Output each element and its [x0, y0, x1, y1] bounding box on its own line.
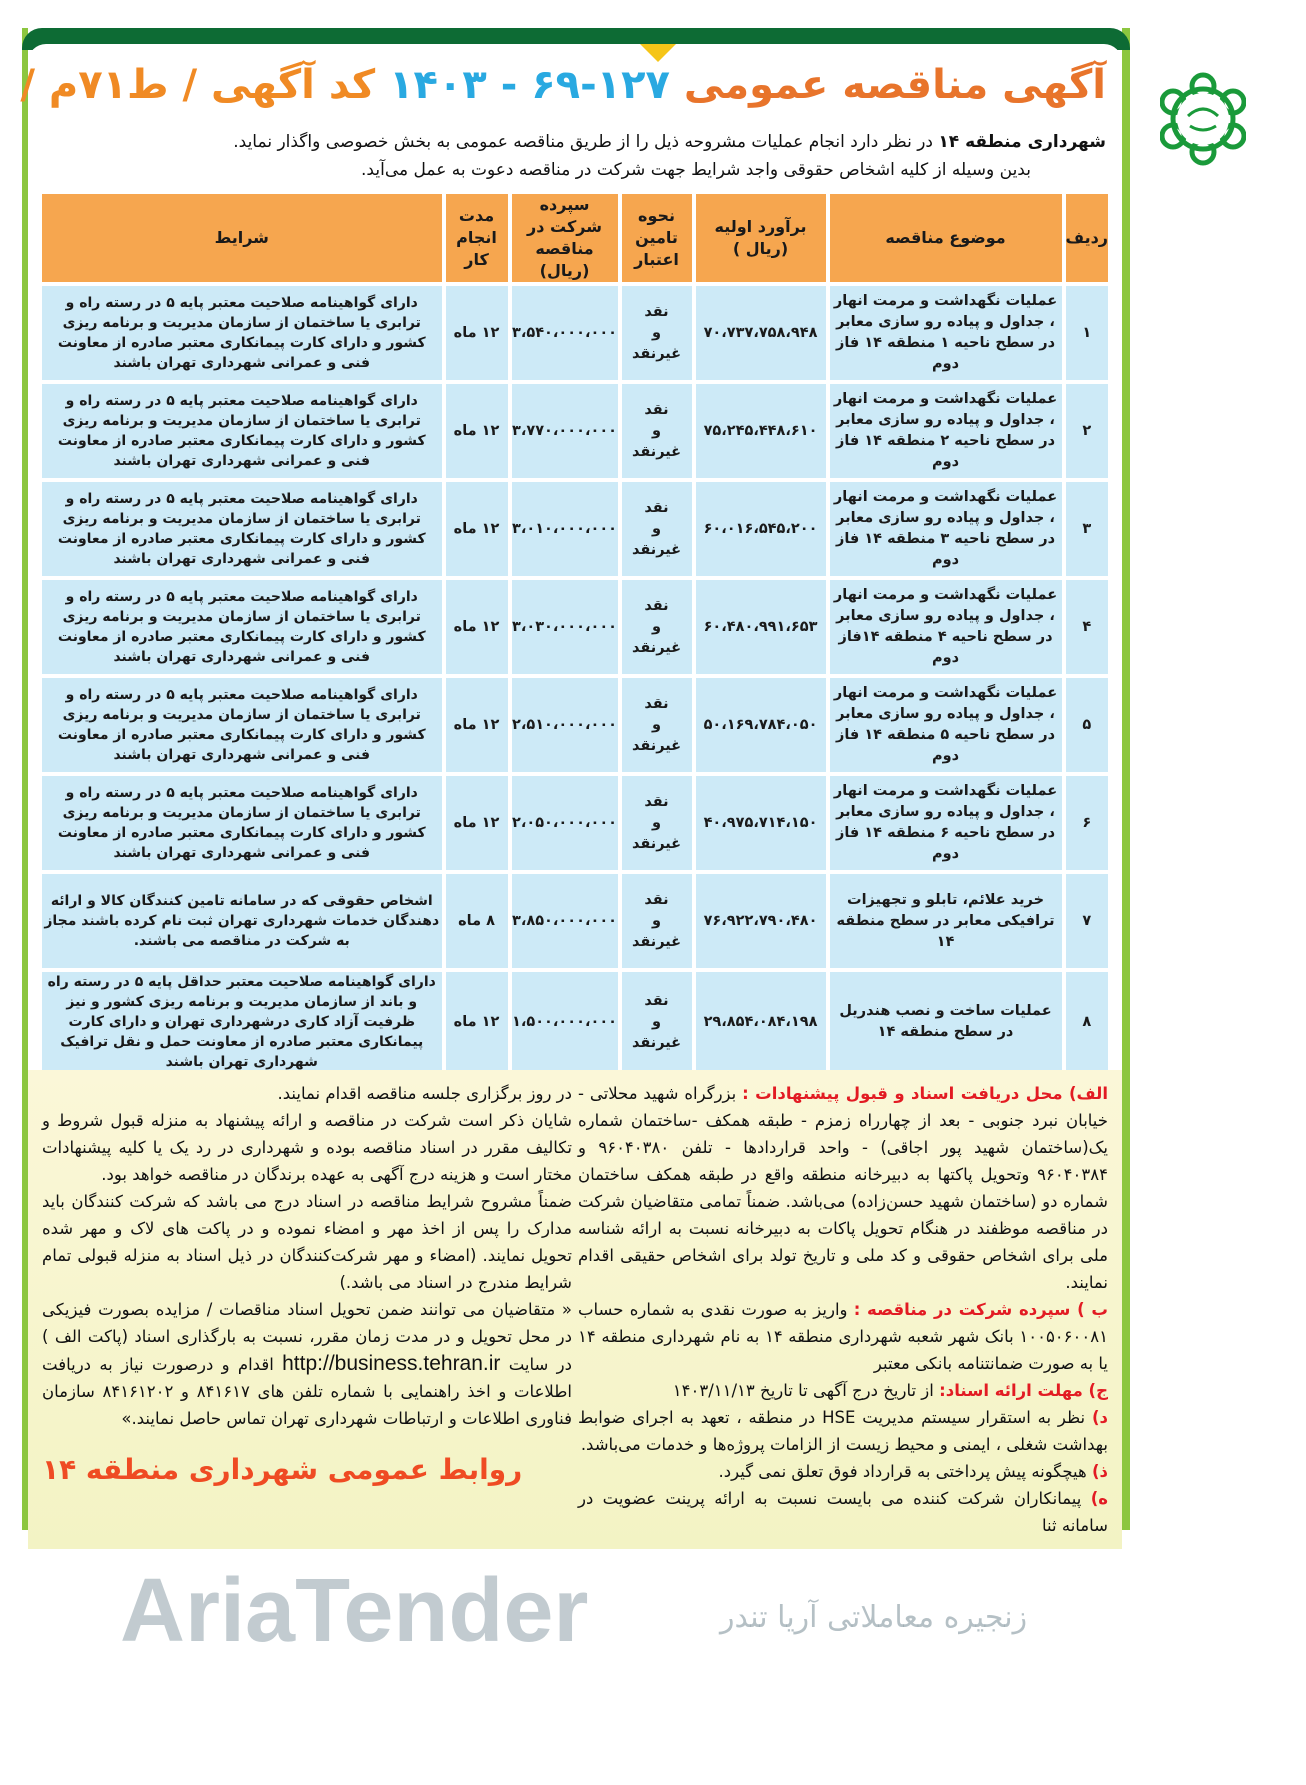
top-curve [28, 44, 1122, 64]
cell-conditions: دارای گواهینامه صلاحیت معتبر پایه ۵ در رسته راه و ترابری یا ساختمان از سازمان مدیریت و برنامه ریزی کشور و دارای کارت پیمانکاری معتبر صادره از معاونت فنی و عمرانی شهرداری تهران باشند [42, 580, 442, 674]
cell-estimate: ۵۰،۱۶۹،۷۸۴،۰۵۰ [696, 678, 826, 772]
intro-line2: بدین وسیله از کلیه اشخاص حقوقی واجد شرایط جهت شرکت در مناقصه دعوت به عمل می‌آید. [361, 160, 1031, 180]
cell-subject: عملیات نگهداشت و مرمت انهار ، جداول و پیاده رو سازی معابر در سطح ناحیه ۲ منطقه ۱۴ فاز دوم [830, 384, 1062, 478]
header-subject: موضوع مناقصه [830, 194, 1062, 282]
cell-duration: ۱۲ ماه [446, 384, 508, 478]
tender-table [38, 190, 1112, 1076]
cell-duration: ۱۲ ماه [446, 482, 508, 576]
funding-line: غیرنقد [631, 541, 682, 558]
funding-line: و [652, 814, 662, 831]
cell-funding [622, 580, 692, 674]
left-paragraph: شایان ذکر است شرکت در مناقصه و ارائه پیشنهاد به منزله قبول شروط و تکالیف مقرر در اسناد مناقصه بوده و شهرداری در رد یک یا کلیه پیشنهادات مختار است و هزینه درج آگهی به عهده برندگان در مناقصه خواهد بود. [42, 1111, 572, 1184]
cell-conditions: دارای گواهینامه صلاحیت معتبر پایه ۵ در رسته راه و ترابری یا ساختمان از سازمان مدیریت و برنامه ریزی کشور و دارای کارت پیمانکاری معتبر صادره از معاونت فنی و عمرانی شهرداری تهران باشند [42, 482, 442, 576]
funding-line: و [652, 1013, 662, 1030]
cell-deposit: ۳،۰۱۰،۰۰۰،۰۰۰ [512, 482, 618, 576]
cell-row: ۸ [1066, 972, 1108, 1072]
cell-row: ۴ [1066, 580, 1108, 674]
cell-funding [622, 482, 692, 576]
header-estimate: برآورد اولیه (ریال ) [696, 194, 826, 282]
public-relations-signature: روابط عمومی شهرداری منطقه ۱۴ [42, 1453, 523, 1486]
cell-conditions: دارای گواهینامه صلاحیت معتبر پایه ۵ در رسته راه و ترابری یا ساختمان از سازمان مدیریت و برنامه ریزی کشور و دارای کارت پیمانکاری معتبر صادره از معاونت فنی و عمرانی شهرداری تهران باشند [42, 776, 442, 870]
note-c-text: از تاریخ درج آگهی تا تاریخ ۱۴۰۳/۱۱/۱۳ [672, 1381, 934, 1400]
funding-line: نقد [644, 793, 669, 810]
ad-code: ۱۲۷-۶۹ - ۱۴۰۳ [389, 62, 670, 108]
table-row [42, 678, 1108, 772]
funding-line: و [652, 422, 662, 439]
left-paragraph: « متقاضیان می توانند ضمن تحویل اسناد مناقصات / مزایده بصورت فیزیکی در محل تحویل و در مدت زمان مقرر، نسبت به بارگذاری اسناد (پاکت الف ) در سایت [42, 1300, 573, 1374]
funding-line: غیرنقد [631, 345, 682, 362]
funding-line: نقد [644, 499, 669, 516]
funding-line: و [652, 618, 662, 635]
watermark: AriaTender [120, 1561, 589, 1661]
funding-line: غیرنقد [631, 639, 682, 656]
title-text: آگهی مناقصه عمومی [683, 62, 1106, 108]
cell-row: ۵ [1066, 678, 1108, 772]
funding-line: نقد [644, 695, 669, 712]
cell-subject: عملیات ساخت و نصب هندریل در سطح منطقه ۱۴ [830, 972, 1062, 1072]
cell-conditions: اشخاص حقوقی که در سامانه تامین کنندگان کالا و ارائه دهندگان خدمات شهرداری تهران ثبت نام کرده باشند مجاز به شرکت در مناقصه می باشند. [42, 874, 442, 968]
note-e-text: هیچگونه پیش پرداختی به قرارداد فوق تعلق نمی گیرد. [718, 1462, 1087, 1481]
cell-subject: خرید علائم، تابلو و تجهیزات ترافیکی معابر در سطح منطقه ۱۴ [830, 874, 1062, 968]
note-d-label: د) [1091, 1408, 1108, 1427]
left-paragraph: در روز برگزاری جلسه مناقصه اقدام نمایند. [277, 1084, 572, 1103]
intro-rest: در نظر دارد انجام عملیات مشروحه ذیل را از طریق مناقصه عمومی به بخش خصوصی واگذار نماید. [233, 132, 933, 152]
header-funding: نحوه تامین اعتبار [622, 194, 692, 282]
table-row [42, 874, 1108, 968]
business-tehran-link[interactable]: http://business.tehran.ir [282, 1352, 501, 1375]
ad-title [20, 62, 1106, 108]
cell-funding [622, 972, 692, 1072]
table-row [42, 580, 1108, 674]
notes-section [28, 1070, 1122, 1549]
note-c-label: ج) مهلت ارائه اسناد: [939, 1381, 1108, 1400]
table-row [42, 972, 1108, 1072]
header-conditions: شرایط [42, 194, 442, 282]
funding-line: و [652, 716, 662, 733]
cell-subject: عملیات نگهداشت و مرمت انهار ، جداول و پیاده رو سازی معابر در سطح ناحیه ۵ منطقه ۱۴ فاز دوم [830, 678, 1062, 772]
cell-funding [622, 874, 692, 968]
cell-row: ۶ [1066, 776, 1108, 870]
cell-deposit: ۲،۵۱۰،۰۰۰،۰۰۰ [512, 678, 618, 772]
funding-line: و [652, 324, 662, 341]
ad-reference: / ط۷۱م / [20, 62, 198, 108]
header-deposit: سپرده شرکت در مناقصه (ریال) [512, 194, 618, 282]
cell-deposit: ۱،۵۰۰،۰۰۰،۰۰۰ [512, 972, 618, 1072]
cell-row: ۷ [1066, 874, 1108, 968]
left-paragraph: اقدام و درصورت نیاز به دریافت اطلاعات و اخذ راهنمایی با شماره تلفن های ۸۴۱۶۱۷ و ۸۴۱۶۱۲۰۲ سازمان فناوری اطلاعات و ارتباطات شهرداری تهران تماس حاصل نمایند.» [42, 1355, 572, 1428]
cell-subject: عملیات نگهداشت و مرمت انهار ، جداول و پیاده رو سازی معابر در سطح ناحیه ۳ منطقه ۱۴ فاز دوم [830, 482, 1062, 576]
note-a-label: الف) محل دریافت اسناد و قبول پیشنهادات : [742, 1084, 1109, 1103]
cell-deposit: ۳،۵۴۰،۰۰۰،۰۰۰ [512, 286, 618, 380]
funding-line: نقد [644, 401, 669, 418]
cell-conditions: دارای گواهینامه صلاحیت معتبر پایه ۵ در رسته راه و ترابری یا ساختمان از سازمان مدیریت و برنامه ریزی کشور و دارای کارت پیمانکاری معتبر صادره از معاونت فنی و عمرانی شهرداری تهران باشند [42, 286, 442, 380]
cell-estimate: ۶۰،۰۱۶،۵۴۵،۲۰۰ [696, 482, 826, 576]
note-d-text: نظر به استقرار سیستم مدیریت HSE در منطقه ، تعهد به اجرای ضوابط بهداشت شغلی ، ایمنی و محیط زیست از الزامات پروژه‌ها و خدمات می‌باشد. [578, 1408, 1108, 1454]
cell-duration: ۱۲ ماه [446, 580, 508, 674]
cell-row: ۲ [1066, 384, 1108, 478]
cell-estimate: ۲۹،۸۵۴،۰۸۴،۱۹۸ [696, 972, 826, 1072]
cell-funding [622, 776, 692, 870]
header-row-number: ردیف [1066, 194, 1108, 282]
cell-conditions: دارای گواهینامه صلاحیت معتبر حداقل پایه ۵ در رسته راه و باند از سازمان مدیریت و برنامه ریزی کشور و نیز ظرفیت آزاد کاری درشهرداری تهران و دارای کارت پیمانکاری معتبر صادره از معاونت حمل و نقل ترافیک شهرداری تهران باشند [42, 972, 442, 1072]
funding-line: و [652, 912, 662, 929]
cell-conditions: دارای گواهینامه صلاحیت معتبر پایه ۵ در رسته راه و ترابری یا ساختمان از سازمان مدیریت و برنامه ریزی کشور و دارای کارت پیمانکاری معتبر صادره از معاونت فنی و عمرانی شهرداری تهران باشند [42, 384, 442, 478]
tehran-municipality-logo [1160, 72, 1246, 166]
cell-estimate: ۷۰،۷۳۷،۷۵۸،۹۴۸ [696, 286, 826, 380]
cell-estimate: ۷۵،۲۴۵،۴۴۸،۶۱۰ [696, 384, 826, 478]
note-f-text: پیمانکاران شرکت کننده می بایست نسبت به ارائه پرینت عضویت در سامانه ثنا [578, 1489, 1108, 1535]
cell-duration: ۱۲ ماه [446, 286, 508, 380]
funding-line: غیرنقد [631, 933, 682, 950]
cell-funding [622, 384, 692, 478]
cell-duration: ۸ ماه [446, 874, 508, 968]
table-row [42, 482, 1108, 576]
intro-text [186, 128, 1106, 184]
cell-estimate: ۶۰،۴۸۰،۹۹۱،۶۵۳ [696, 580, 826, 674]
cell-row: ۳ [1066, 482, 1108, 576]
funding-line: غیرنقد [631, 443, 682, 460]
funding-line: نقد [644, 597, 669, 614]
table-row [42, 384, 1108, 478]
cell-estimate: ۷۶،۹۲۲،۷۹۰،۴۸۰ [696, 874, 826, 968]
cell-duration: ۱۲ ماه [446, 972, 508, 1072]
triangle-marker-icon [640, 44, 676, 62]
ad-code-label: کد آگهی [211, 62, 376, 108]
notes-left-column [42, 1080, 572, 1539]
cell-deposit: ۲،۰۵۰،۰۰۰،۰۰۰ [512, 776, 618, 870]
note-b-text: واریز به صورت نقدی به شماره حساب ۱۰۰۵۰۶۰۰۸۱ بانک شهر شعبه شهرداری منطقه ۱۴ به نام شهرداری منطقه ۱۴ یا به صورت ضمانتنامه بانکی معتبر [578, 1300, 1108, 1373]
funding-line: و [652, 520, 662, 537]
note-e-label: ذ) [1091, 1462, 1108, 1481]
note-f-label: ه) [1090, 1489, 1108, 1508]
cell-subject: عملیات نگهداشت و مرمت انهار ، جداول و پیاده رو سازی معابر در سطح ناحیه ۴ منطقه ۱۴فاز دوم [830, 580, 1062, 674]
funding-line: نقد [644, 891, 669, 908]
funding-line: غیرنقد [631, 835, 682, 852]
funding-line: نقد [644, 992, 669, 1009]
cell-subject: عملیات نگهداشت و مرمت انهار ، جداول و پیاده رو سازی معابر در سطح ناحیه ۶ منطقه ۱۴ فاز دوم [830, 776, 1062, 870]
notes-right-column [578, 1080, 1108, 1539]
cell-deposit: ۳،۸۵۰،۰۰۰،۰۰۰ [512, 874, 618, 968]
funding-line: غیرنقد [631, 1034, 682, 1051]
funding-line: نقد [644, 303, 669, 320]
cell-deposit: ۳،۷۷۰،۰۰۰،۰۰۰ [512, 384, 618, 478]
table-row [42, 286, 1108, 380]
note-b-label: ب ) سپرده شرکت در مناقصه : [853, 1300, 1108, 1319]
cell-deposit: ۳،۰۳۰،۰۰۰،۰۰۰ [512, 580, 618, 674]
cell-funding [622, 286, 692, 380]
table-row [42, 776, 1108, 870]
cell-funding [622, 678, 692, 772]
cell-subject: عملیات نگهداشت و مرمت انهار ، جداول و پیاده رو سازی معابر در سطح ناحیه ۱ منطقه ۱۴ فاز دوم [830, 286, 1062, 380]
cell-conditions: دارای گواهینامه صلاحیت معتبر پایه ۵ در رسته راه و ترابری یا ساختمان از سازمان مدیریت و برنامه ریزی کشور و دارای کارت پیمانکاری معتبر صادره از معاونت فنی و عمرانی شهرداری تهران باشند [42, 678, 442, 772]
left-paragraph: ضمناً مشروح شرایط مناقصه در اسناد درج می باشد که شرکت کنندگان باید مدارک را پس از اخذ مهر و امضاء نموده و در پاکت های لاک و مهر شده تحویل نمایند. (امضاء و مهر شرکت‌کنندگان در ذیل اسناد به منزله قبولی تمام شرایط مندرج در اسناد می باشد.) [42, 1192, 572, 1292]
cell-duration: ۱۲ ماه [446, 776, 508, 870]
funding-line: غیرنقد [631, 737, 682, 754]
header-duration: مدت انجام کار [446, 194, 508, 282]
intro-bold: شهرداری منطقه ۱۴ [938, 132, 1106, 152]
cell-estimate: ۴۰،۹۷۵،۷۱۴،۱۵۰ [696, 776, 826, 870]
cell-row: ۱ [1066, 286, 1108, 380]
watermark-subtitle: زنجیره معاملاتی آریا تندر [720, 1600, 1028, 1635]
note-a-text: بزرگراه شهید محلاتی - خیابان نبرد جنوبی - بعد از چهارراه زمزم - طبقه همکف -ساختمان شماره یک(ساختمان شهید پور اجاقی) - واحد قراردادها - تلفن ۹۶۰۴۰۳۸۰ و ۹۶۰۴۰۳۸۴ وتحویل پاکتها به دبیرخانه منطقه واقع در طبقه همکف ساختمان شماره دو (ساختمان شهید حسن‌زاده) می‌باشد. ضمناً تمامی متقاضیان شرکت در مناقصه موظفند در هنگام تحویل پاکات به دبیرخانه نسبت به ارائه شناسه ملی برای اشخاص حقوقی و کد ملی و تاریخ تولد برای اشخاص حقیقی اقدام نمایند. [578, 1084, 1108, 1292]
cell-duration: ۱۲ ماه [446, 678, 508, 772]
